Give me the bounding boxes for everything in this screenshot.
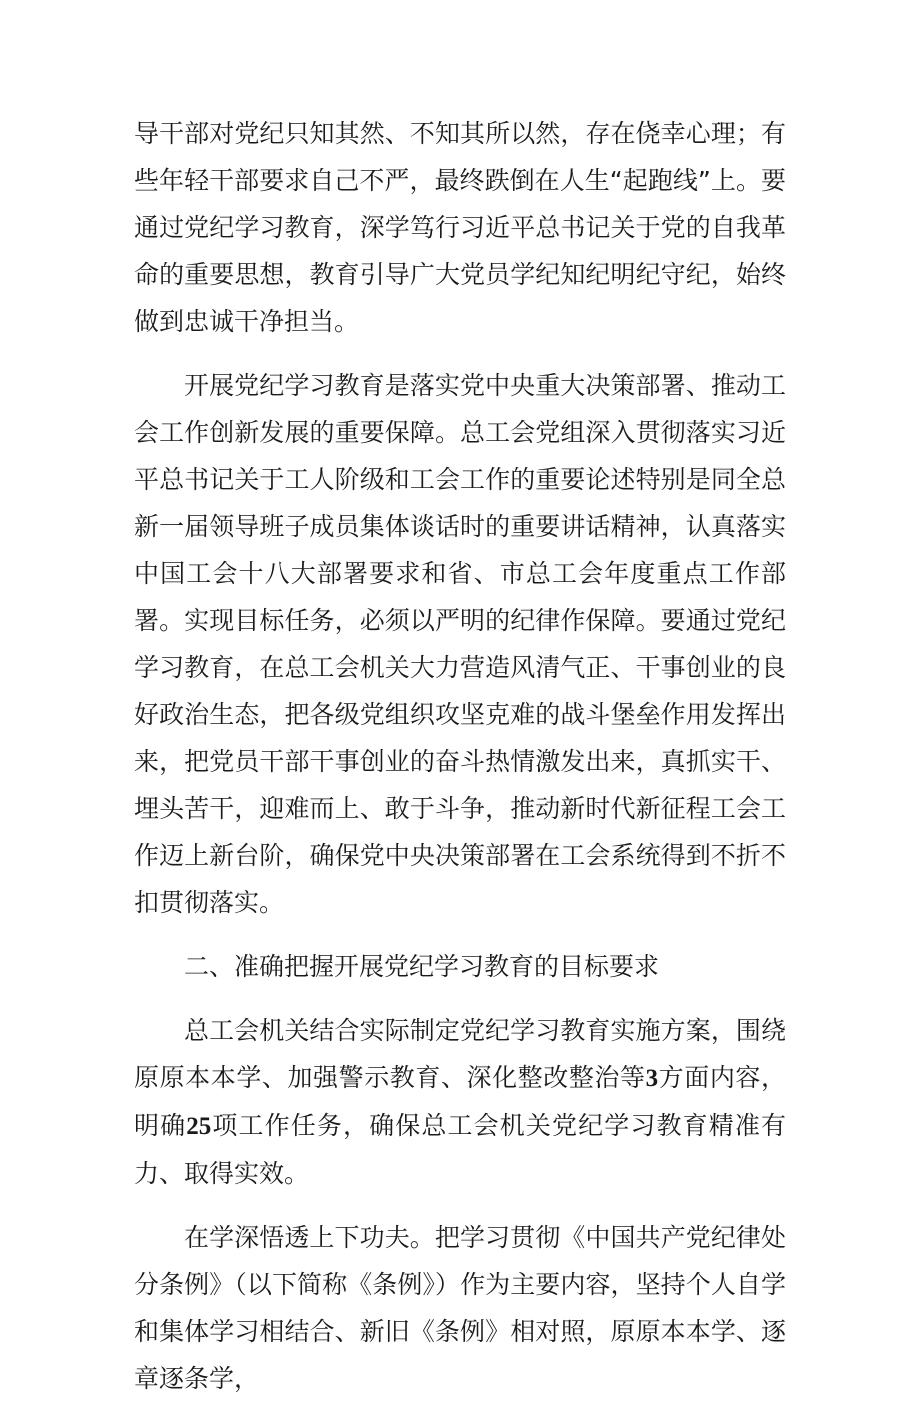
plan-text-part3: 项工作任务，确保总工会机关党纪学习教育精准有力、取得实效。 (134, 1111, 786, 1188)
document-body (134, 110, 786, 1419)
paragraph-union-work: 开展党纪学习教育是落实党中央重大决策部署、推动工会工作创新发展的重要保障。总工会党组深入贯彻落实习近平总书记关于工人阶级和工会工作的重要论述特别是同全总新一届领导班子成员集体谈话时的重要讲话精神，认真落实中国工会十八大部署要求和省、市总工会年度重点工作部署。实现目标任务，必须以严明的纪律作保障。要通过党纪学习教育，在总工会机关大力营造风清气正、干事创业的良好政治生态，把各级党组织攻坚克难的战斗堡垒作用发挥出来，把党员干部干事创业的奋斗热情激发出来，真抓实干、埋头苦干，迎难而上、敢于斗争，推动新时代新征程工会工作迈上新台阶，确保党中央决策部署在工会系统得到不折不扣贯彻落实。 (134, 371, 786, 917)
paragraph-continuation: 导干部对党纪只知其然、不知其所以然，存在侥幸心理；有些年轻干部要求自己不严，最终跌倒在人生“起跑线”上。要通过党纪学习教育，深学笃行习近平总书记关于党的自我革命的重要思想，教育引导广大党员学纪知纪明纪守纪，始终做到忠诚干净担当。 (134, 119, 786, 336)
plan-number-tasks: 25 (186, 1113, 212, 1140)
plan-number-aspects: 3 (645, 1065, 659, 1092)
plan-text-part1: 总工会机关结合实际制定党纪学习教育实施方案，围绕原原本本学、加强警示教育、深化整改整治等 (134, 1016, 786, 1092)
plan-text-part2: 方面内容，明确 (134, 1063, 786, 1140)
paragraph-study-regulations: 在学深悟透上下功夫。把学习贯彻《中国共产党纪律处分条例》（以下简称《条例》）作为主要内容，坚持个人自学和集体学习相结合、新旧《条例》相对照，原原本本学、逐章逐条学， (134, 1223, 786, 1393)
section-heading: 二、准确把握开展党纪学习教育的目标要求 (184, 952, 660, 981)
paragraph-implementation-plan (134, 1007, 786, 1197)
